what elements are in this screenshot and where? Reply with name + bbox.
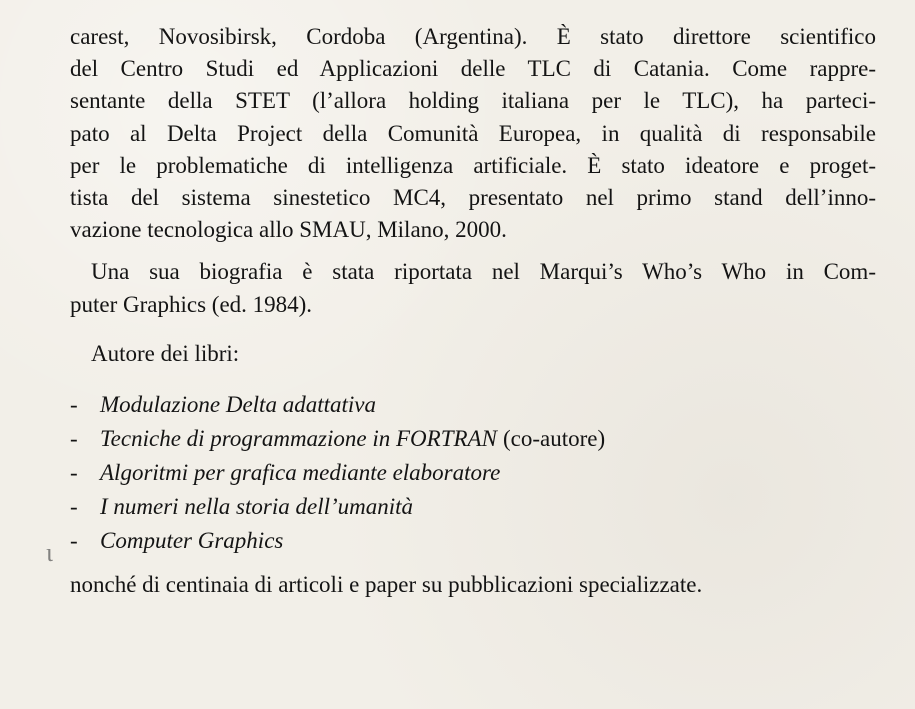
closing-line: nonché di centinaia di articoli e paper su pubblicazioni specializzate. <box>70 572 703 598</box>
paragraph-line: Una sua biografia è stata riportata nel Marqui’s Who’s Who in Com- <box>91 259 876 285</box>
books-heading: Autore dei libri: <box>91 340 240 366</box>
paragraph-gap <box>70 246 876 256</box>
margin-handwritten-mark: ɩ <box>46 538 53 567</box>
list-dash: - <box>70 494 78 520</box>
list-gap <box>70 370 876 389</box>
book-list-item <box>70 491 876 525</box>
list-dash: - <box>70 460 78 486</box>
paragraph-line: sentante della STET (l’allora holding italiana per le TLC), ha parteci- <box>70 88 876 114</box>
book-list-item <box>70 457 876 491</box>
book-title: I numeri nella storia dell’umanità <box>100 494 414 520</box>
biography-note-paragraph <box>70 256 876 320</box>
book-list-item <box>70 389 876 423</box>
paragraph-line: carest, Novosibirsk, Cordoba (Argentina). È stato direttore scientifico <box>70 24 876 49</box>
list-dash: - <box>70 392 78 418</box>
book-list-item <box>70 525 876 559</box>
main-text-block <box>70 21 876 601</box>
section-gap <box>70 321 876 338</box>
book-title: Modulazione Delta adattativa <box>100 392 376 418</box>
book-list-item <box>70 423 876 457</box>
book-title: Computer Graphics <box>100 528 284 554</box>
paragraph-line: per le problematiche di intelligenza artificiale. È stato ideatore e proget- <box>70 152 876 178</box>
paragraph-line: vazione tecnologica allo SMAU, Milano, 2000. <box>70 217 507 243</box>
book-title: Algoritmi per grafica mediante elaboratore <box>100 460 501 486</box>
list-dash: - <box>70 528 78 554</box>
closing-gap <box>70 559 876 569</box>
list-dash: - <box>70 426 78 452</box>
books-list <box>70 389 876 559</box>
book-title: Tecniche di programmazione in FORTRAN <box>100 426 497 452</box>
biography-paragraph <box>70 21 876 246</box>
paragraph-line: tista del sistema sinestetico MC4, presentato nel primo stand dell’inno- <box>70 185 876 211</box>
paragraph-line: pato al Delta Project della Comunità Europea, in qualità di responsabile <box>70 120 876 146</box>
paragraph-line: del Centro Studi ed Applicazioni delle TLC di Catania. Come rappre- <box>70 56 876 82</box>
book-suffix: (co-autore) <box>502 426 606 452</box>
paragraph-line: puter Graphics (ed. 1984). <box>70 291 313 317</box>
